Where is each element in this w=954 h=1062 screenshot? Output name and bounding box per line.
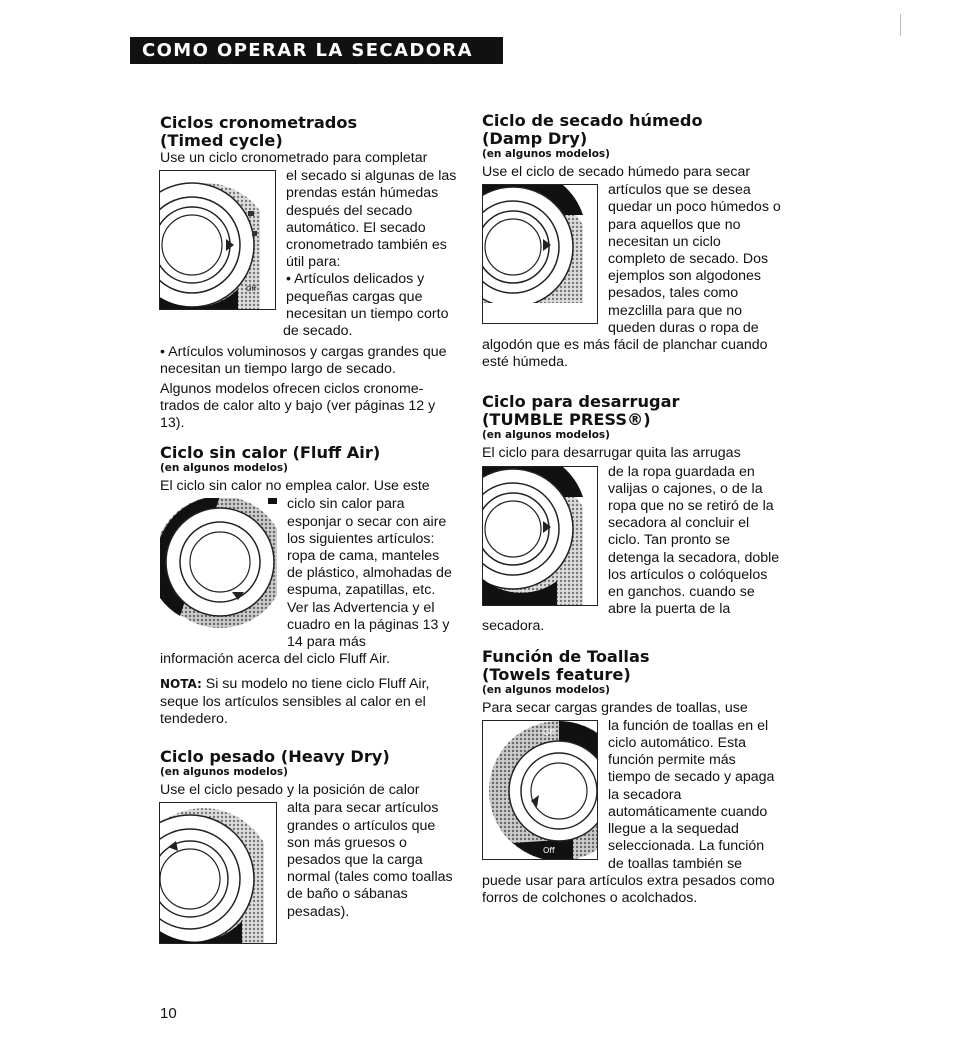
timed-note: Algunos modelos ofrecen ciclos cronome-trados de calor alto y bajo (ver páginas 12 y 13). <box>160 380 436 432</box>
tumble-title-line1: Ciclo para desarrugar <box>482 392 680 412</box>
fluff-air-section <box>160 444 458 728</box>
left-column <box>160 114 458 958</box>
fluff-after: información acerca del ciclo Fluff Air. <box>160 651 390 668</box>
damp-title-line2: (Damp Dry) <box>482 129 588 148</box>
tumble-description: de la ropa guardada en valijas o cajones, o de la ropa que no se retiró de la secadora al concluir el ciclo. Tan pronto se detenga la secadora, doble los artículos o colóquelos en ganchos. cuando se abre la puerta de la secadora. <box>482 463 780 635</box>
fluff-description: ciclo sin calor para esponjar o secar con aire los siguientes artículos: ropa de cama, manteles de plástico, almohadas de espuma, zapatillas, etc. Ver las Advertencia y el cuadro en la páginas 13 y 14 para más <box>287 496 452 651</box>
heavy-intro: Use el ciclo pesado y la posición de calor <box>160 782 420 799</box>
right-column <box>482 112 782 919</box>
timed-description: el secado si algunas de las prendas están húmedas después del secado automático. El secado cronometrado también es útil para: <box>286 168 457 271</box>
timed-intro: Use un ciclo cronometrado para completar <box>160 150 428 166</box>
damp-dry-section <box>482 112 782 371</box>
fluff-note <box>160 676 458 728</box>
towels-after: puede usar para artículos extra pesados como forros de colchones o acolchados. <box>482 872 775 906</box>
towels-feature-section <box>482 648 782 907</box>
fluff-dial-illustration <box>160 498 277 636</box>
scan-mark <box>900 14 901 36</box>
damp-dial-illustration <box>482 184 598 324</box>
heavy-dry-section <box>160 748 458 946</box>
tumble-subtitle: (en algunos modelos) <box>482 429 610 442</box>
timed-title-line1: Ciclos cronometrados <box>160 113 358 132</box>
heavy-title: Ciclo pesado (Heavy Dry) <box>160 747 390 767</box>
fluff-intro: El ciclo sin calor no emplea calor. Use este <box>160 478 430 495</box>
damp-intro: Use el ciclo de secado húmedo para secar <box>482 164 751 180</box>
heavy-dial-illustration <box>159 802 277 944</box>
timed-bullet-delicate: • Artículos delicados y pequeñas cargas que necesitan un tiempo corto de secado. <box>283 271 449 340</box>
damp-description: artículos que se desea quedar un poco húmedos o para aquellos que no necesitan un ciclo completo de secado. Dos ejemplos son algodones pesados, tales como mezclilla para que no queden duras o ropa de <box>608 182 781 336</box>
dial-off-label-bottom: Off <box>543 845 555 855</box>
heavy-description: alta para secar artículos grandes o artículos que son más gruesos o pesados que la carga normal (tales como toallas de baño o sábanas pesadas). <box>287 800 453 920</box>
tumble-press-section <box>482 393 782 635</box>
timed-dial-illustration <box>159 170 276 310</box>
dial-off-label-top: Off <box>543 727 555 737</box>
towels-dial-illustration <box>482 720 598 860</box>
page-number: 10 <box>160 1005 177 1022</box>
tumble-title-line2: (TUMBLE PRESS®) <box>482 410 651 430</box>
towels-title-line1: Función de Toallas <box>482 646 650 666</box>
heavy-subtitle: (en algunos modelos) <box>160 766 288 779</box>
towels-intro: Para secar cargas grandes de toallas, use <box>482 699 748 716</box>
tumble-intro: El ciclo para desarrugar quita las arrugas <box>482 445 741 462</box>
damp-after: algodón que es más fácil de planchar cuando esté húmeda. <box>482 337 768 371</box>
svg-text:Off: Off <box>246 285 257 294</box>
damp-subtitle: (en algunos modelos) <box>482 148 610 160</box>
tumble-dial-illustration <box>482 466 598 606</box>
towels-subtitle: (en algunos modelos) <box>482 683 610 696</box>
fluff-title: Ciclo sin calor (Fluff Air) <box>160 443 381 463</box>
timed-cycle-section <box>160 114 458 432</box>
timed-bullet-bulky: • Artículos voluminosos y cargas grandes que necesitan un tiempo largo de secado. <box>160 344 447 378</box>
nota-label: NOTA: <box>160 677 202 692</box>
towels-title-line2: (Towels feature) <box>482 664 631 684</box>
timed-title-line2: (Timed cycle) <box>160 131 283 150</box>
section-banner: COMO OPERAR LA SECADORA <box>130 37 503 64</box>
damp-title-line1: Ciclo de secado húmedo <box>482 111 703 130</box>
nota-text: Si su modelo no tiene ciclo Fluff Air, seque los artículos sensibles al calor en el tendedero. <box>160 676 430 727</box>
fluff-subtitle: (en algunos modelos) <box>160 462 288 475</box>
towels-description: la función de toallas en el ciclo automático. Esta función permite más tiempo de secado y apaga la secadora automáticamente cuando llegue a la sequedad seleccionada. La función de toallas también se <box>608 717 775 872</box>
